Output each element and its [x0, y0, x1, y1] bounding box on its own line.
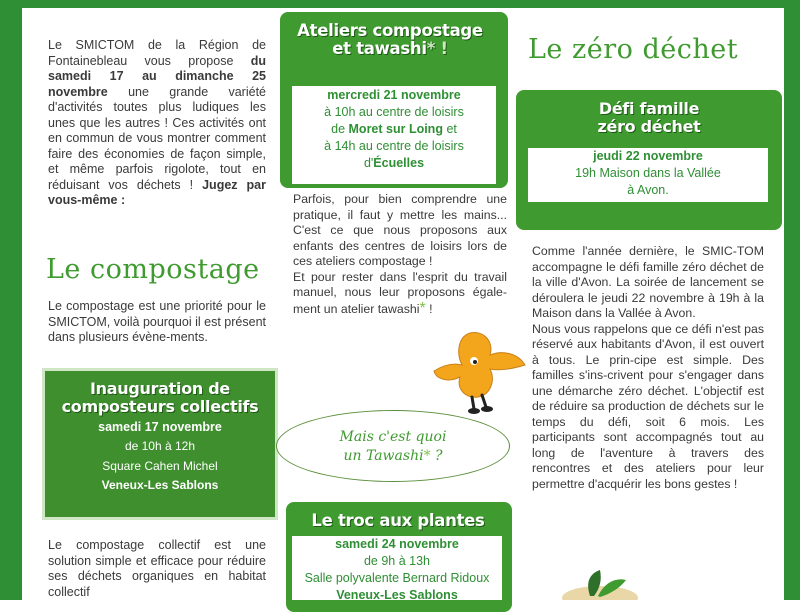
ateliers-paragraph-2 — [293, 270, 507, 318]
ateliers-info-card — [292, 86, 496, 184]
bubble-question: ? — [430, 448, 443, 464]
troc-title: Le troc aux plantes — [311, 511, 485, 530]
ateliers-moret: Moret sur Loing — [348, 122, 443, 136]
ateliers-line2-c: et — [442, 122, 457, 136]
troc-time: de 9h à 13h — [363, 554, 431, 568]
inauguration-city: Veneux-Les Sablons — [101, 478, 219, 492]
ateliers-line1: à 10h au centre de loisirs — [324, 105, 464, 119]
ateliers-paragraph-1: Parfois, pour bien comprendre une pratique, il faut y mettre les mains... C'est ce que nous proposons aux enfants des centres de loisirs lors de ces ateliers compostage ! — [293, 192, 507, 268]
ateliers-ecuelles: Écuelles — [373, 156, 425, 170]
bubble-line1: Mais c'est quoi — [339, 429, 447, 445]
inauguration-title: Inauguration de composteurs collectifs — [61, 379, 259, 416]
inauguration-place: Square Cahen Michel — [102, 459, 218, 473]
zero-paragraph-2: Nous vous rappelons que ce défi n'est pas réservé aux habitants d'Avon, il est ouvert à tous. Le prin-cipe est simple. Des familles s'ins-crivent pour s'engager dans une démarche zéro déchet. L'objectif est de réduire sa production de déchets sur le temps du défi, soit 6 mois. Les participants sont accompagnés tout au long de l'aventure à travers des rencontres et des ateliers pour leur permettre d'acquérir les bons gestes ! — [532, 321, 764, 491]
compostage-text: Le compostage est une priorité pour le SMICTOM, voilà pourquoi il est présent dans plusieurs évène-ments. — [48, 299, 266, 344]
compostage-intro — [48, 299, 266, 346]
zero-dechet-title: Le zéro déchet — [528, 34, 739, 65]
zero-dechet-text — [532, 244, 764, 492]
bubble-tawashi: un Tawashi — [343, 448, 424, 464]
intro-text-2: une grande variété d'activités toutes plus ludiques les unes que les autres ! Ces activités ont en commun de vous montrer comment faire des économies de façon simple, et même parfois rigolote, tout en réduisant vos déchets ! — [48, 84, 266, 192]
ateliers-line3: à 14h au centre de loisirs — [324, 139, 464, 153]
troc-place: Salle polyvalente Bernard Ridoux — [304, 571, 490, 585]
inauguration-date: samedi 17 novembre — [98, 420, 222, 434]
ateliers-title-line1: Ateliers compostage — [297, 21, 483, 40]
inauguration-time: de 10h à 12h — [124, 439, 196, 453]
inauguration-box — [42, 368, 278, 520]
defi-place: 19h Maison dans la Vallée — [575, 166, 721, 180]
ateliers-date: mercredi 21 novembre — [327, 88, 461, 102]
ateliers-line2-a: de — [331, 122, 349, 136]
bubble-line2 — [298, 447, 488, 466]
mascot-illustration — [430, 325, 530, 420]
troc-city: Veneux-Les Sablons — [336, 588, 458, 602]
ateliers-title-area — [286, 22, 494, 84]
ateliers-title-line2 — [286, 40, 494, 58]
defi-info-card — [528, 148, 768, 202]
plant-illustration — [560, 566, 640, 600]
troc-info-card — [292, 536, 502, 600]
ateliers-paragraph-2-end: ! — [425, 301, 433, 316]
intro-judge: Jugez par vous-même : — [48, 177, 266, 207]
ateliers-text — [293, 192, 507, 317]
ateliers-title-tawashi: et tawashi — [332, 39, 427, 58]
compostage-collectif — [48, 538, 266, 600]
defi-title-line2: zéro déchet — [597, 117, 701, 136]
tawashi-asterisk: * — [419, 299, 426, 317]
troc-title-area — [290, 512, 506, 530]
compostage-title: Le compostage — [46, 254, 260, 285]
zero-paragraph-1: Comme l'année dernière, le SMIC-TOM accompagne le défi famille zéro déchet de la ville d'Avon. La soirée de lancement se déroulera le jeudi 22 novembre à 19h à la Maison dans la Vallée à Avon. — [532, 244, 764, 320]
bubble-star: * — [423, 448, 431, 464]
defi-city: à Avon. — [627, 183, 669, 197]
ateliers-paragraph-2-text: Et pour rester dans l'esprit du travail manuel, nous leur proposons égale-ment un atelier tawashi — [293, 269, 507, 316]
ateliers-title-star: * ! — [426, 39, 448, 58]
compostage-collectif-text: Le compostage collectif est une solution simple et efficace pour réduire ses déchets organiques en habitat collectif — [48, 538, 266, 599]
intro-text-1: Le SMICTOM de la Région de Fontainebleau vous propose — [48, 38, 266, 68]
speech-bubble-text — [298, 428, 488, 466]
defi-date: jeudi 22 novembre — [593, 149, 703, 163]
frame-left — [0, 0, 22, 600]
frame-right — [784, 0, 800, 600]
intro-dates: du samedi 17 au dimanche 25 novembre — [48, 53, 266, 99]
defi-title-area — [530, 100, 768, 136]
defi-title-line1: Défi famille — [598, 99, 700, 118]
frame-top — [0, 0, 800, 8]
ateliers-line4 — [292, 155, 496, 172]
ateliers-line2 — [292, 121, 496, 138]
troc-date: samedi 24 novembre — [335, 537, 459, 551]
intro-paragraph — [48, 38, 266, 209]
ateliers-line4-a: d' — [363, 156, 374, 170]
